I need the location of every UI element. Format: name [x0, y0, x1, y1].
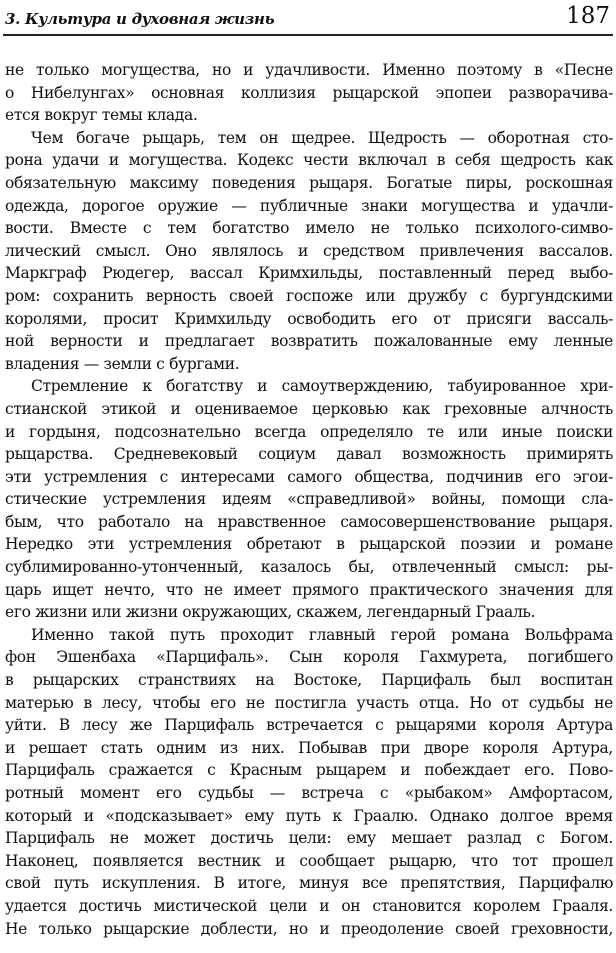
text-line: эти устремления с интересами самого общества, подчинив его эгои- [5, 467, 613, 486]
text-line: королями, просит Кримхильду освободить его от присяги вассаль- [5, 309, 613, 328]
text-line: Именно такой путь проходит главный герой романа Вольфрама [31, 625, 613, 644]
text-line: рона удачи и могущества. Кодекс чести включал в себя щедрость как [5, 151, 613, 170]
text-line: Чем богаче рыцарь, тем он щедрее. Щедрость — оборотная сто- [31, 128, 613, 147]
text-line: бым, что работало на нравственное самосовершенствование рыцаря. [5, 512, 613, 531]
text-line: не только могущества, но и удачливости. Именно поэтому в «Песне [5, 61, 613, 79]
text-line: ной верности и предлагает возвратить пожалованные ему ленные [5, 332, 613, 351]
text-line: Стремление к богатству и самоутверждению, табуированное хри- [31, 377, 613, 396]
text-line: Нередко эти устремления обретают в рыцарской поэзии и романе [5, 535, 613, 554]
body-text [5, 59, 613, 940]
paragraph [5, 127, 613, 376]
text-line: ется вокруг темы клада. [5, 106, 198, 125]
text-line: и решает стать одним из них. Побывав при дворе короля Артура, [5, 738, 613, 757]
text-line: свой путь искупления. В итоге, минуя все препятствия, Парцифалю [5, 874, 613, 893]
text-line: Наконец, появляется вестник и сообщает рыцарю, что тот прошел [5, 851, 613, 870]
text-line: удается достичь мистической цели и он становится королем Грааля. [5, 896, 613, 915]
text-line: и гордыня, подсознательно всегда определяло те или иные поиски [5, 422, 613, 441]
text-line: владения — земли с бургами. [5, 354, 240, 373]
paragraph [5, 59, 613, 127]
running-header [3, 4, 613, 36]
text-line: сублимированно-утонченный, казалось бы, отвлеченный смысл: ры- [5, 558, 613, 577]
paragraph [5, 624, 613, 940]
text-line: матерью в лесу, чтобы его не постигла участь отца. Но от судьбы не [5, 693, 613, 712]
page-number: 187 [566, 3, 610, 29]
text-line: ротный момент его судьбы — встреча с «рыбаком» Амфортасом, [5, 784, 613, 802]
text-line: Парцифаль сражается с Красным рыцарем и побеждает его. Пово- [5, 761, 613, 780]
text-line: Парцифаль не может достичь цели: ему мешает разлад с Богом. [5, 829, 613, 848]
text-line: лический смысл. Оно являлось и средством привлечения вассалов. [5, 241, 613, 260]
text-line: царь ищет нечто, что не имеет прямого практического значения для [5, 580, 613, 599]
text-line: вости. Вместе с тем богатство имело не только психолого-симво- [5, 219, 613, 238]
text-line: стианской этикой и оцениваемое церковью как греховные алчность [5, 399, 613, 418]
text-line: Маркграф Рюдегер, вассал Кримхильды, поставленный перед выбо- [5, 264, 613, 283]
paragraph [5, 375, 613, 624]
text-line: ром: сохранить верность своей госпоже или дружбу с бургундскими [5, 286, 613, 305]
text-line: его жизни или жизни окружающих, скажем, легендарный Грааль. [5, 603, 536, 622]
text-line: фон Эшенбаха «Парцифаль». Сын короля Гахмурета, погибшего [5, 648, 613, 667]
text-line: о Нибелунгах» основная коллизия рыцарской эпопеи разворачива- [5, 83, 613, 102]
text-line: в рыцарских странствиях на Востоке, Парцифаль был воспитан [5, 671, 613, 690]
section-title: 3. Культура и духовная жизнь [5, 10, 275, 28]
text-line: стические устремления идеям «справедливой» войны, помощи сла- [5, 490, 613, 509]
text-line: рыцарства. Средневековый социум давал возможность примирять [5, 445, 613, 464]
text-line: одежда, дорогое оружие — публичные знаки могущества и удачли- [5, 196, 613, 215]
text-line: который и «подсказывает» ему путь к Граалю. Однако долгое время [5, 806, 613, 825]
text-line: обязательную максиму поведения рыцаря. Богатые пиры, роскошная [5, 173, 613, 192]
text-line: Не только рыцарские доблести, но и преодоление своей греховности, [5, 919, 613, 938]
text-line: уйти. В лесу же Парцифаль встречается с рыцарями короля Артура [5, 716, 613, 735]
